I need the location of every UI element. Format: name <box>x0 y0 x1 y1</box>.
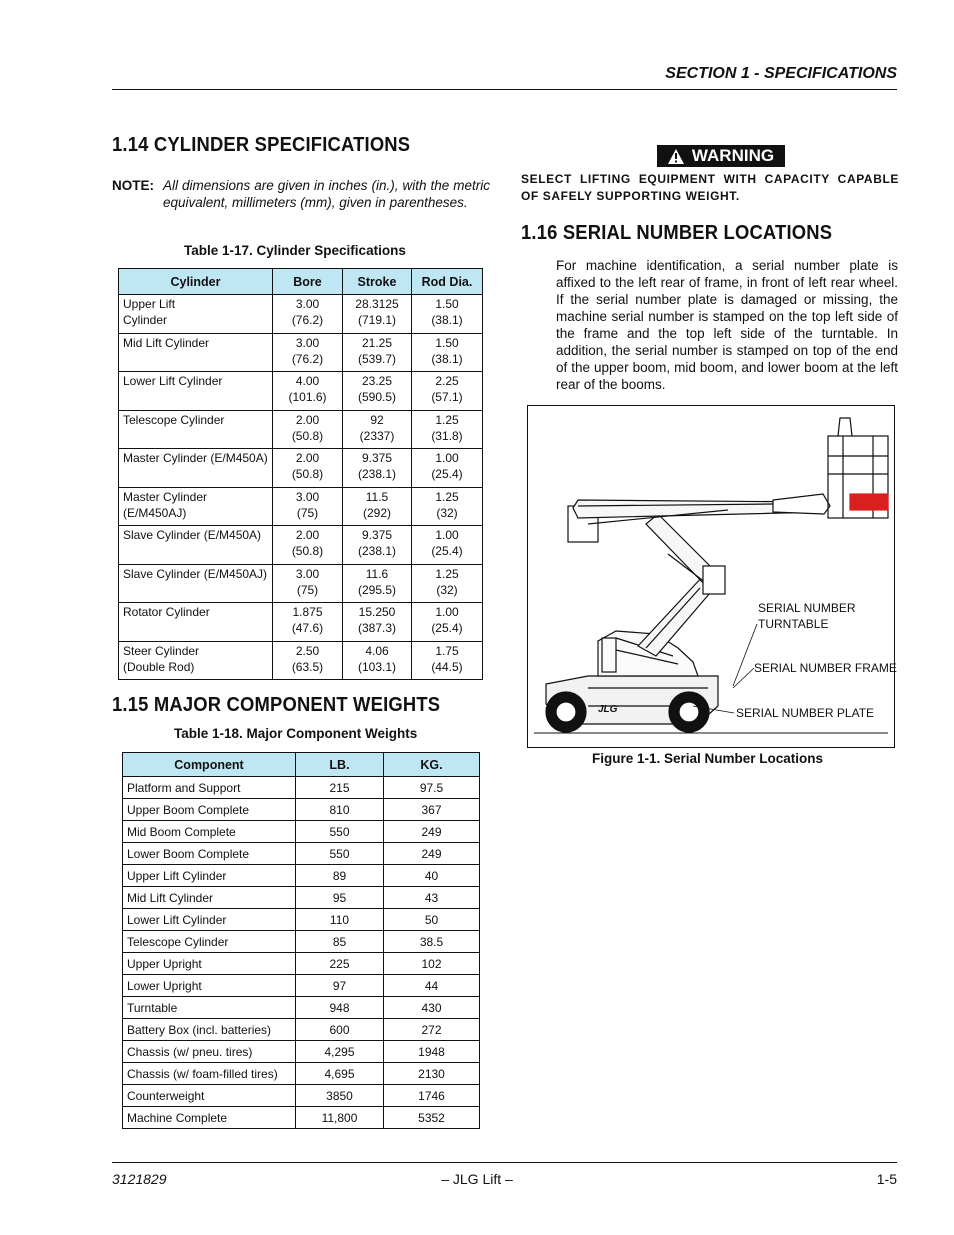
cell-rod-dia <box>412 487 483 526</box>
cell-bore-line: 2.50 <box>295 643 320 658</box>
cell-stroke-line: (539.7) <box>357 351 397 366</box>
cell-rod-dia-line: 1.25 <box>435 412 459 427</box>
cell-stroke-line: (590.5) <box>357 390 397 404</box>
cell-bore-line: (47.6) <box>291 621 324 635</box>
cell-cylinder-line: Lower Lift Cylinder <box>123 374 223 388</box>
cell-bore-line: 4.00 <box>295 374 320 388</box>
cell-bore-line: (63.5) <box>291 659 324 674</box>
table-row <box>123 1019 480 1041</box>
cell-rod-dia-line: (25.4) <box>431 621 463 635</box>
table-row <box>119 333 483 372</box>
cell-stroke <box>343 410 412 449</box>
footer-rule <box>112 1162 897 1163</box>
cell-rod-dia-line: 1.50 <box>435 335 459 350</box>
serial-locations-body: For machine identification, a serial number plate is affixed to the left rear of frame, in front of left rear wheel. If the serial number plate is damaged or missing, the machine serial number is stamped on the top left side of the frame and the top left side of the turntable. In addition, the serial number is stamped on top of the end of the upper boom, mid boom, and lower boom at the left rear of the booms. <box>556 258 898 392</box>
cylinder-specs-heading: 1.14 CYLINDER SPECIFICATIONS <box>112 134 411 156</box>
cell-kg: 40 <box>384 865 480 887</box>
table-row <box>119 641 483 680</box>
cell-stroke <box>343 449 412 488</box>
table-row <box>119 295 483 334</box>
cell-cylinder-line: Slave Cylinder (E/M450A) <box>123 528 262 542</box>
cell-cylinder <box>119 333 273 372</box>
cell-stroke-line: (238.1) <box>357 467 397 481</box>
cell-bore <box>273 372 343 411</box>
cell-bore <box>273 641 343 680</box>
cell-component: Mid Boom Complete <box>123 821 296 843</box>
table-row <box>123 997 480 1019</box>
cell-kg: 272 <box>384 1019 480 1041</box>
cell-bore-line: 3.00 <box>295 566 320 581</box>
cell-component: Chassis (w/ foam-filled tires) <box>123 1063 296 1085</box>
cell-kg: 102 <box>384 953 480 975</box>
cell-kg: 1948 <box>384 1041 480 1063</box>
cylinder-specs-table <box>118 268 483 680</box>
cell-cylinder <box>119 641 273 680</box>
cell-component: Machine Complete <box>123 1107 296 1129</box>
cell-bore-line: (76.2) <box>291 313 324 327</box>
cell-cylinder-line: Telescope Cylinder <box>123 412 225 427</box>
cell-kg: 249 <box>384 843 480 865</box>
cell-rod-dia <box>412 564 483 603</box>
cell-cylinder-line: Slave Cylinder (E/M450AJ) <box>123 566 268 581</box>
cell-stroke-line: 92 <box>370 412 384 427</box>
table-row <box>123 777 480 799</box>
cell-kg: 249 <box>384 821 480 843</box>
cell-rod-dia <box>412 410 483 449</box>
cell-bore-line: 3.00 <box>295 335 320 350</box>
cell-stroke <box>343 487 412 526</box>
cell-bore <box>273 603 343 642</box>
cell-rod-dia-line: (32) <box>436 505 458 520</box>
cell-stroke-line: 9.375 <box>361 451 393 465</box>
table-row <box>123 1063 480 1085</box>
table-row <box>119 603 483 642</box>
cell-bore <box>273 526 343 565</box>
cell-component: Chassis (w/ pneu. tires) <box>123 1041 296 1063</box>
cell-stroke-line: (238.1) <box>357 544 397 558</box>
table-row <box>119 487 483 526</box>
table-header-row <box>123 753 480 777</box>
header-rule <box>112 89 897 90</box>
table-row <box>123 953 480 975</box>
cell-component: Platform and Support <box>123 777 296 799</box>
cell-cylinder-line: Master Cylinder (E/M450A) <box>123 451 268 465</box>
table-row <box>123 1085 480 1107</box>
cell-kg: 430 <box>384 997 480 1019</box>
col-header-rod-dia: Rod Dia. <box>412 269 483 295</box>
cell-bore <box>273 487 343 526</box>
cell-bore <box>273 449 343 488</box>
cell-rod-dia-line: (57.1) <box>431 390 463 404</box>
cell-kg: 5352 <box>384 1107 480 1129</box>
col-header-bore: Bore <box>273 269 343 295</box>
cell-rod-dia <box>412 641 483 680</box>
cell-kg: 367 <box>384 799 480 821</box>
cell-stroke-line: 15.250 <box>358 605 396 619</box>
jlg-logo: JLG <box>598 704 618 715</box>
cell-cylinder <box>119 410 273 449</box>
cell-lb: 97 <box>296 975 384 997</box>
cell-kg: 97.5 <box>384 777 480 799</box>
col-header-lb: LB. <box>296 753 384 777</box>
cell-rod-dia <box>412 372 483 411</box>
cell-stroke-line: 11.6 <box>365 566 389 581</box>
cell-stroke <box>343 372 412 411</box>
cell-bore-line: (76.2) <box>291 351 324 366</box>
note <box>112 177 490 211</box>
cell-rod-dia-line: 1.00 <box>435 605 459 619</box>
cell-stroke <box>343 564 412 603</box>
section-title: SECTION 1 - SPECIFICATIONS <box>665 65 897 82</box>
cell-bore-line: (75) <box>296 505 319 520</box>
table-row <box>119 526 483 565</box>
cell-kg: 1746 <box>384 1085 480 1107</box>
page-number: 1-5 <box>876 1171 897 1187</box>
cell-component: Lower Lift Cylinder <box>123 909 296 931</box>
cell-component: Upper Boom Complete <box>123 799 296 821</box>
cylinder-table-caption: Table 1-17. Cylinder Specifications <box>184 243 406 258</box>
cell-bore-line: 3.00 <box>295 297 320 311</box>
cell-bore-line: (50.8) <box>291 544 324 558</box>
cell-bore-line: (101.6) <box>288 390 327 404</box>
cell-cylinder <box>119 487 273 526</box>
cell-bore-line: 3.00 <box>295 489 320 504</box>
cell-cylinder <box>119 526 273 565</box>
cell-cylinder-line: Rotator Cylinder <box>123 605 210 619</box>
cell-bore <box>273 410 343 449</box>
cell-stroke-line: (387.3) <box>357 621 397 635</box>
cell-component: Upper Lift Cylinder <box>123 865 296 887</box>
cell-bore <box>273 333 343 372</box>
cell-lb: 550 <box>296 843 384 865</box>
footer-center: – JLG Lift – <box>441 1171 513 1187</box>
cell-cylinder <box>119 449 273 488</box>
cell-bore-line: (75) <box>296 582 319 597</box>
cell-kg: 44 <box>384 975 480 997</box>
table-row <box>123 975 480 997</box>
cell-cylinder <box>119 295 273 334</box>
col-header-kg: KG. <box>384 753 480 777</box>
col-header-component: Component <box>123 753 296 777</box>
cell-cylinder <box>119 564 273 603</box>
warning-label-box <box>657 145 785 167</box>
table-row <box>123 1107 480 1129</box>
cell-bore <box>273 564 343 603</box>
table-row <box>123 821 480 843</box>
cell-lb: 3850 <box>296 1085 384 1107</box>
cell-lb: 810 <box>296 799 384 821</box>
cell-stroke <box>343 526 412 565</box>
warning-triangle-icon <box>668 149 684 164</box>
cell-stroke-line: 28.3125 <box>355 297 399 311</box>
table-header-row <box>119 269 483 295</box>
cell-rod-dia <box>412 333 483 372</box>
cell-rod-dia-line: 1.50 <box>435 297 459 311</box>
cell-component: Battery Box (incl. batteries) <box>123 1019 296 1041</box>
cell-lb: 110 <box>296 909 384 931</box>
cell-cylinder-line: Cylinder <box>123 313 168 327</box>
weights-table-caption: Table 1-18. Major Component Weights <box>174 726 418 741</box>
table-row <box>123 799 480 821</box>
cell-cylinder-line: Steer Cylinder <box>123 643 200 658</box>
cell-bore-line: (50.8) <box>291 467 324 481</box>
machine-illustration <box>528 406 894 747</box>
cell-lb: 89 <box>296 865 384 887</box>
cell-cylinder-line: (Double Rod) <box>123 659 195 674</box>
cell-component: Counterweight <box>123 1085 296 1107</box>
col-header-cylinder: Cylinder <box>119 269 273 295</box>
cell-bore <box>273 295 343 334</box>
serial-locations-heading: 1.16 SERIAL NUMBER LOCATIONS <box>521 222 833 244</box>
cell-rod-dia-line: 2.25 <box>435 374 459 388</box>
cell-kg: 43 <box>384 887 480 909</box>
cell-rod-dia-line: (38.1) <box>431 313 463 327</box>
warning-label: WARNING <box>691 146 775 165</box>
table-row <box>123 887 480 909</box>
cell-rod-dia <box>412 295 483 334</box>
cell-stroke-line: (2337) <box>359 428 395 443</box>
cell-stroke-line: (295.5) <box>357 582 397 597</box>
cell-cylinder <box>119 603 273 642</box>
cell-bore-line: 2.00 <box>295 451 320 465</box>
cell-lb: 11,800 <box>296 1107 384 1129</box>
note-text: All dimensions are given in inches (in.), with the metric equivalent, millimeters (mm), given in parentheses. <box>163 178 490 210</box>
figure-caption: Figure 1-1. Serial Number Locations <box>592 751 824 766</box>
cell-stroke-line: 23.25 <box>361 374 393 388</box>
doc-number: 3121829 <box>112 1171 167 1187</box>
cell-component: Telescope Cylinder <box>123 931 296 953</box>
table-row <box>119 564 483 603</box>
cell-stroke-line: 21.25 <box>361 335 393 350</box>
cell-rod-dia-line: 1.75 <box>435 643 459 658</box>
cell-rod-dia <box>412 449 483 488</box>
cell-lb: 225 <box>296 953 384 975</box>
cell-rod-dia-line: 1.25 <box>435 566 459 581</box>
cell-lb: 95 <box>296 887 384 909</box>
cell-kg: 38.5 <box>384 931 480 953</box>
col-header-stroke: Stroke <box>343 269 412 295</box>
cell-rod-dia-line: (44.5) <box>431 659 463 674</box>
table-row <box>123 865 480 887</box>
callout-line-2: TURNTABLE <box>758 617 829 631</box>
cell-lb: 85 <box>296 931 384 953</box>
component-weights-heading: 1.15 MAJOR COMPONENT WEIGHTS <box>112 694 441 716</box>
cell-component: Lower Boom Complete <box>123 843 296 865</box>
cell-rod-dia <box>412 603 483 642</box>
cell-lb: 550 <box>296 821 384 843</box>
cell-component: Mid Lift Cylinder <box>123 887 296 909</box>
cell-stroke-line: 4.06 <box>365 643 389 658</box>
cell-component: Upper Upright <box>123 953 296 975</box>
cell-rod-dia-line: (25.4) <box>431 467 463 481</box>
cell-cylinder-line: Mid Lift Cylinder <box>123 335 210 350</box>
cell-stroke <box>343 295 412 334</box>
cell-stroke <box>343 603 412 642</box>
cell-cylinder <box>119 372 273 411</box>
component-weights-table <box>122 752 480 1129</box>
cell-stroke-line: (103.1) <box>357 659 397 674</box>
table-row <box>123 843 480 865</box>
cell-rod-dia-line: (38.1) <box>431 351 463 366</box>
callout-serial-plate: SERIAL NUMBER PLATE <box>736 706 875 720</box>
cell-stroke-line: (292) <box>362 505 391 520</box>
cell-component: Lower Upright <box>123 975 296 997</box>
cell-lb: 600 <box>296 1019 384 1041</box>
cell-rod-dia-line: 1.25 <box>435 489 459 504</box>
table-row <box>123 1041 480 1063</box>
callout-serial-turntable <box>758 600 856 632</box>
cell-lb: 215 <box>296 777 384 799</box>
table-row <box>123 931 480 953</box>
cell-bore-line: 2.00 <box>295 528 320 542</box>
warning-text: SELECT LIFTING EQUIPMENT WITH CAPACITY CAPABLE OF SAFELY SUPPORTING WEIGHT. <box>521 172 899 203</box>
cell-component: Turntable <box>123 997 296 1019</box>
cell-stroke <box>343 641 412 680</box>
serial-number-figure <box>527 405 895 748</box>
table-row <box>119 372 483 411</box>
cell-stroke <box>343 333 412 372</box>
note-label: NOTE: <box>112 178 154 193</box>
cell-rod-dia <box>412 526 483 565</box>
cell-rod-dia-line: (25.4) <box>431 544 463 558</box>
cell-cylinder-line: Master Cylinder (E/M450AJ) <box>123 489 208 520</box>
cell-bore-line: 1.875 <box>292 605 323 619</box>
cell-stroke-line: (719.1) <box>357 313 397 327</box>
callout-serial-frame: SERIAL NUMBER FRAME <box>754 661 897 675</box>
cell-lb: 4,695 <box>296 1063 384 1085</box>
cell-cylinder-line: Upper Lift <box>123 297 176 311</box>
cell-bore-line: (50.8) <box>291 428 324 443</box>
callout-line-1: SERIAL NUMBER <box>758 601 856 615</box>
cell-kg: 2130 <box>384 1063 480 1085</box>
cell-rod-dia-line: (32) <box>436 582 458 597</box>
cell-lb: 4,295 <box>296 1041 384 1063</box>
cell-rod-dia-line: 1.00 <box>435 528 459 542</box>
table-row <box>123 909 480 931</box>
table-row <box>119 449 483 488</box>
cell-lb: 948 <box>296 997 384 1019</box>
cell-rod-dia-line: (31.8) <box>431 428 463 443</box>
cell-kg: 50 <box>384 909 480 931</box>
cell-stroke-line: 11.5 <box>365 489 389 504</box>
cell-rod-dia-line: 1.00 <box>435 451 459 465</box>
table-row <box>119 410 483 449</box>
cell-bore-line: 2.00 <box>295 412 320 427</box>
cell-stroke-line: 9.375 <box>361 528 393 542</box>
